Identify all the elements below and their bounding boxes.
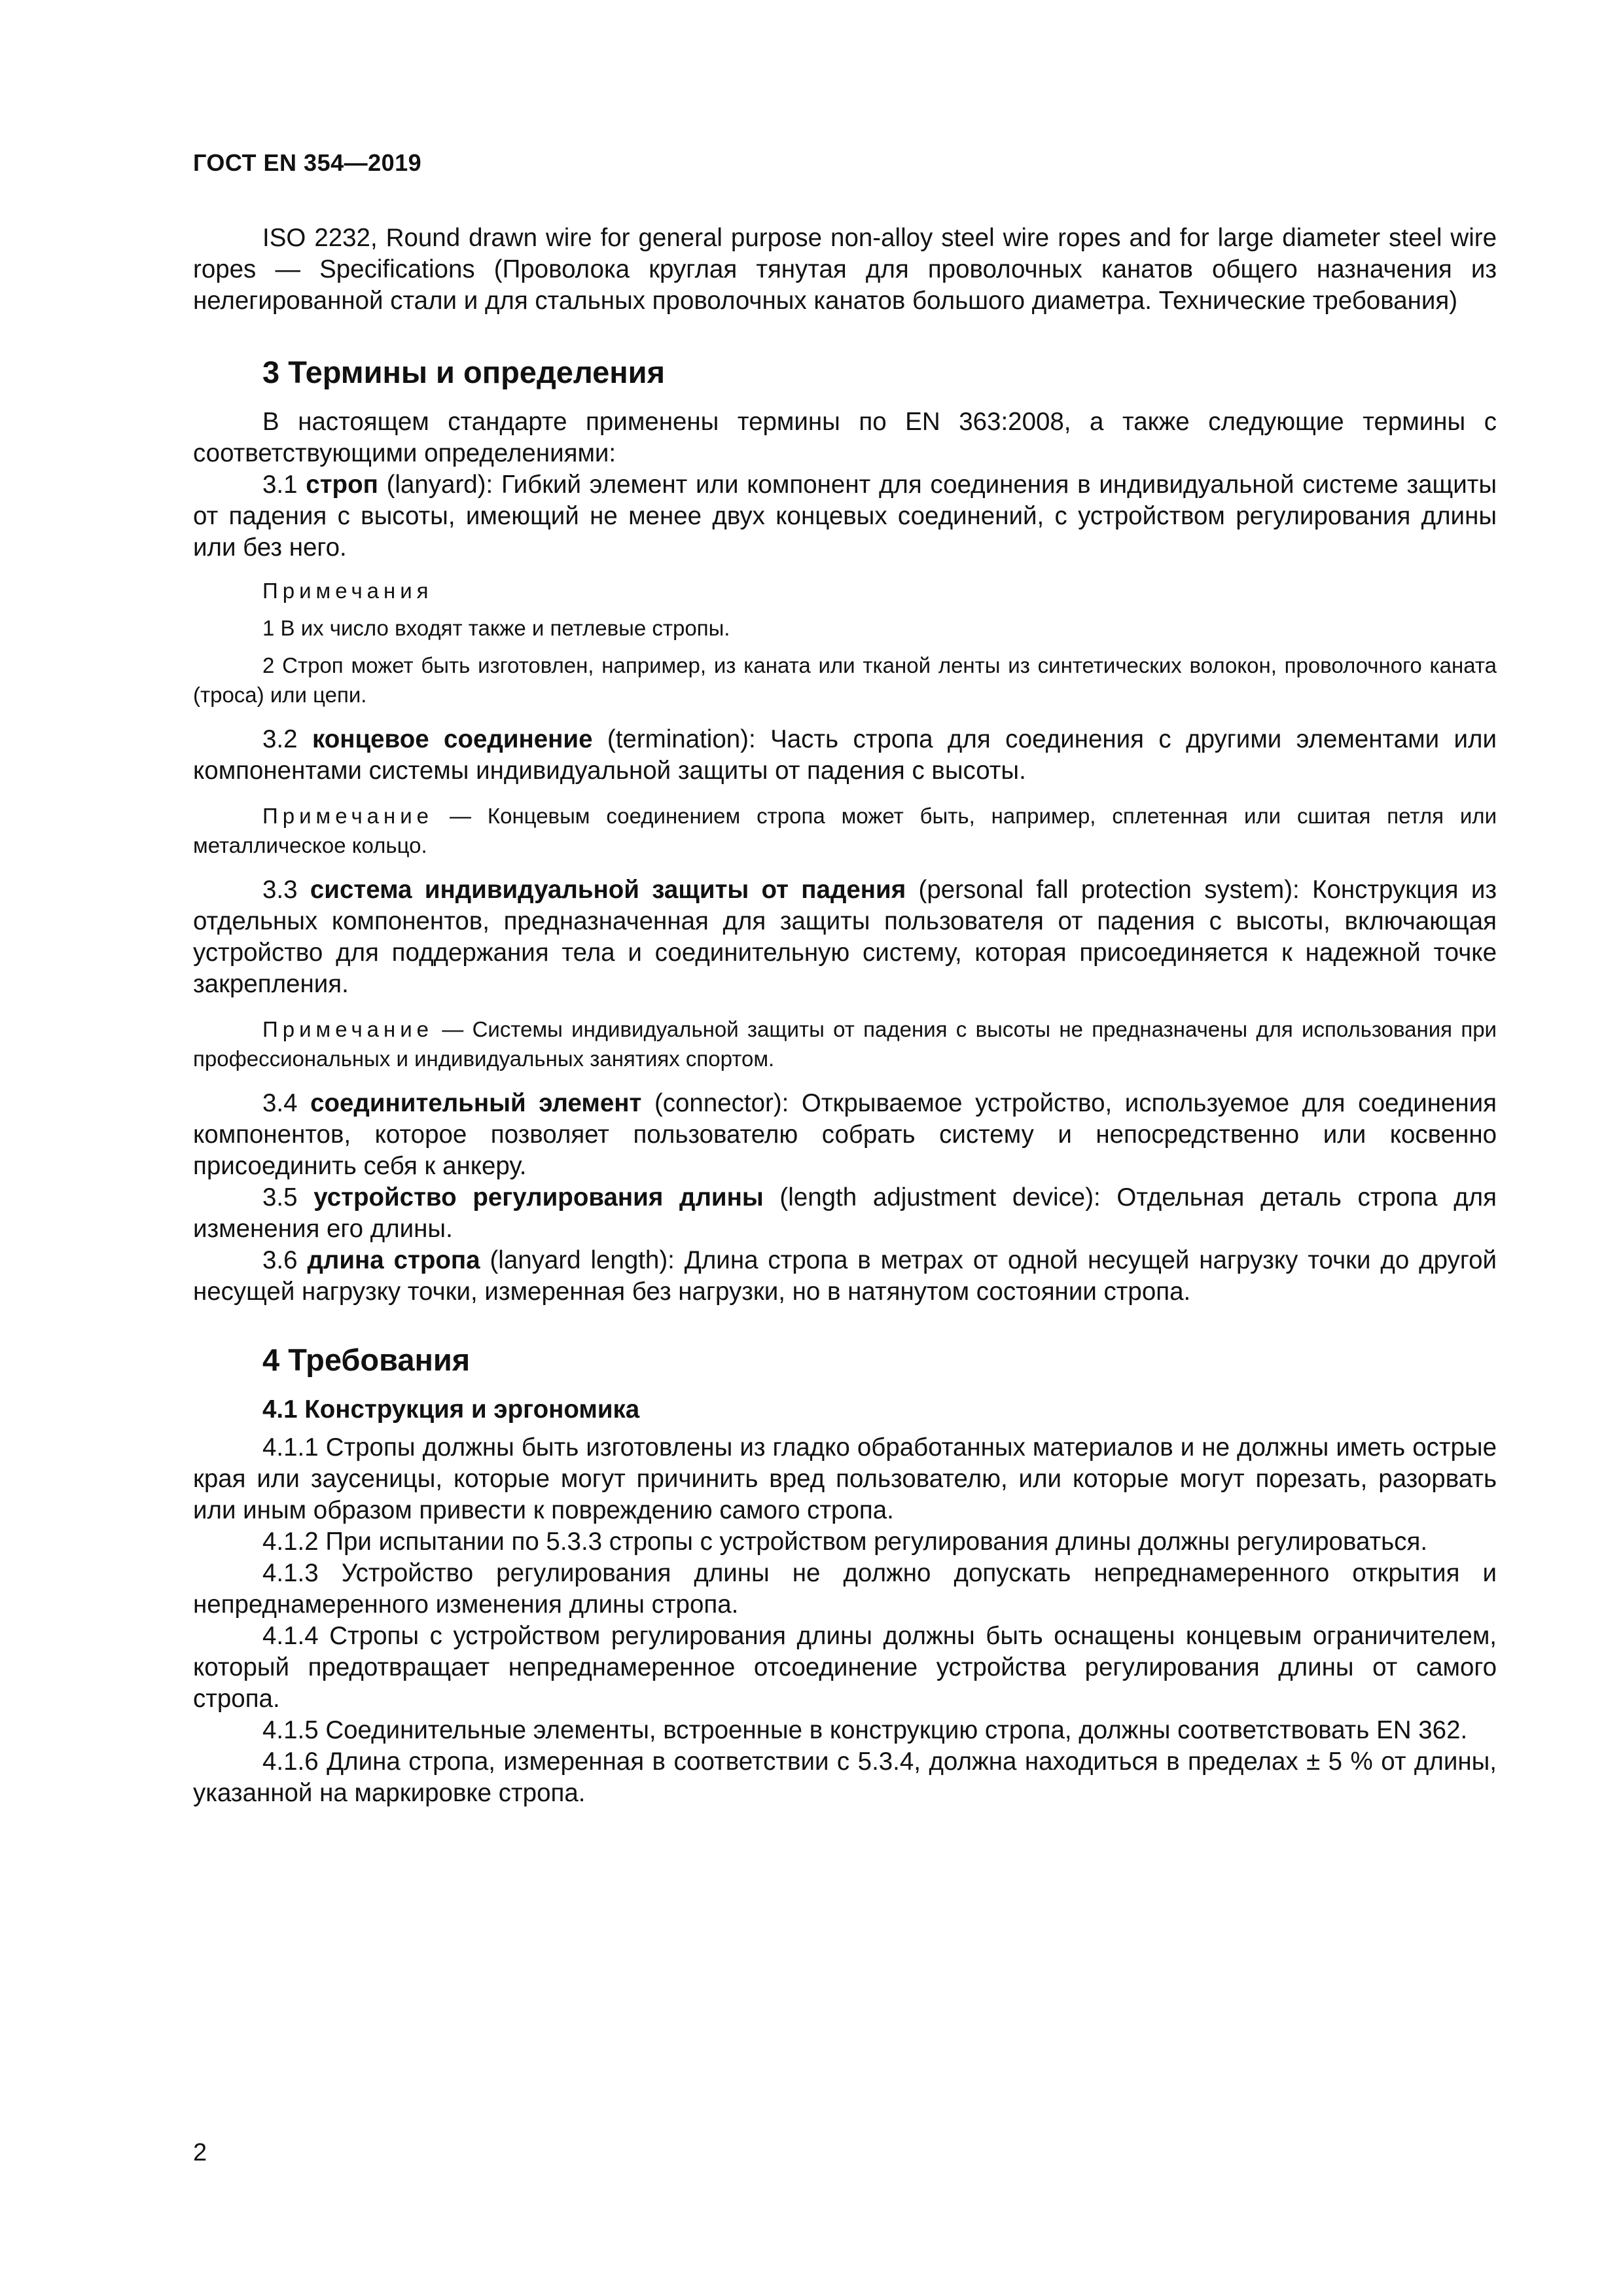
- note-text: — Системы индивидуальной защиты от падения с высоты не предназначены для использования при профессиональных и индивидуальных занятиях спортом.: [193, 1017, 1497, 1071]
- term-3-2: [193, 724, 1497, 787]
- note-label: Примечание: [262, 804, 434, 828]
- term-definition: (length adjustment device): Отдельная деталь стропа для изменения его длины.: [193, 1183, 1497, 1243]
- clause-4-1-3: 4.1.3 Устройство регулирования длины не должно допускать непреднамеренного открытия и непреднамеренного изменения длины стропа.: [193, 1559, 1497, 1619]
- term-name: длина стропа: [307, 1246, 480, 1274]
- clause-4-1-1: 4.1.1 Стропы должны быть изготовлены из гладко обработанных материалов и не должны иметь острые края или заусеницы, которые могут причинить вред пользователю, или которые могут порезать, разорвать или иным образом привести к повреждению самого стропа.: [193, 1433, 1497, 1524]
- section-4-title: 4 Требования: [262, 1342, 471, 1377]
- clause-4-1-5: 4.1.5 Соединительные элементы, встроенные в конструкцию стропа, должны соответствовать EN 362.: [262, 1716, 1468, 1744]
- term-name: соединительный элемент: [310, 1089, 642, 1117]
- term-definition: (lanyard): Гибкий элемент или компонент для соединения в индивидуальной системе защиты от падения с высоты, имеющий не менее двух концевых соединений, с устройством регулирования длины или без него.: [193, 471, 1497, 562]
- clause-4-1-2: 4.1.2 При испытании по 5.3.3 стропы с устройством регулирования длины должны регулироваться.: [262, 1528, 1428, 1556]
- page-content: [193, 223, 1497, 1809]
- term-number: 3.3: [262, 876, 310, 904]
- term-definition: (connector): Открываемое устройство, используемое для соединения компонентов, которое позволяет пользователю собрать систему и непосредственно или косвенно присоединить себя к анкеру.: [193, 1089, 1497, 1180]
- term-definition: (personal fall protection system): Конструкция из отдельных компонентов, предназначенная для защиты пользователя от падения с высоты, включающая устройство для поддержания тела и соединительную систему, которая присоединяется к надежной точке закрепления.: [193, 876, 1497, 998]
- notes-title: Примечания: [262, 579, 433, 603]
- term-name: строп: [306, 471, 378, 499]
- note-2: 2 Строп может быть изготовлен, например, из каната или тканой ленты из синтетических волокон, проволочного каната (троса) или цепи.: [193, 653, 1497, 707]
- term-number: 3.5: [262, 1183, 314, 1211]
- page-number: 2: [193, 2139, 207, 2166]
- term-number: 3.2: [262, 725, 312, 753]
- term-name: устройство регулирования длины: [313, 1183, 764, 1211]
- intro-paragraph: ISO 2232, Round drawn wire for general purpose non-alloy steel wire ropes and for large diameter steel wire ropes — Specifications (Проволока круглая тянутая для проволочных канатов общего назначения из нелегированной стали и для стальных проволочных канатов большого диаметра. Технические требования): [193, 224, 1497, 315]
- clause-4-1-6: 4.1.6 Длина стропа, измеренная в соответствии с 5.3.4, должна находиться в пределах ± 5 % от длины, указанной на маркировке стропа.: [193, 1748, 1497, 1807]
- term-number: 3.6: [262, 1246, 308, 1274]
- term-3-5: [193, 1182, 1497, 1245]
- document-header: ГОСТ EN 354—2019: [193, 149, 422, 176]
- note-3-2: [193, 801, 1497, 860]
- term-3-3: [193, 874, 1497, 1000]
- note-text: — Концевым соединением стропа может быть, например, сплетенная или сшитая петля или металлическое кольцо.: [193, 804, 1497, 857]
- term-number: 3.1: [262, 471, 306, 499]
- term-3-4: [193, 1088, 1497, 1182]
- section-3-title: 3 Термины и определения: [262, 355, 665, 389]
- term-3-6: [193, 1245, 1497, 1308]
- term-3-1: [193, 469, 1497, 564]
- note-1: 1 В их число входят также и петлевые стропы.: [262, 616, 730, 640]
- term-definition: (lanyard length): Длина стропа в метрах от одной несущей нагрузку точки до другой несущей нагрузку точки, измеренная без нагрузки, но в натянутом состоянии стропа.: [193, 1246, 1497, 1306]
- term-name: система индивидуальной защиты от падения: [310, 876, 906, 904]
- note-3-3: [193, 1014, 1497, 1073]
- term-definition: (termination): Часть стропа для соединения с другими элементами или компонентами системы индивидуальной защиты от падения с высоты.: [193, 725, 1497, 785]
- term-number: 3.4: [262, 1089, 311, 1117]
- note-label: Примечание: [262, 1017, 434, 1041]
- section-3-intro: В настоящем стандарте применены термины по EN 363:2008, а также следующие термины с соответствующими определениями:: [193, 408, 1497, 467]
- subsection-4-1-title: 4.1 Конструкция и эргономика: [262, 1395, 640, 1424]
- term-name: концевое соединение: [312, 725, 593, 753]
- clause-4-1-4: 4.1.4 Стропы с устройством регулирования длины должны быть оснащены концевым ограничителем, который предотвращает непреднамеренное отсоединение устройства регулирования длины от самого стропа.: [193, 1622, 1497, 1713]
